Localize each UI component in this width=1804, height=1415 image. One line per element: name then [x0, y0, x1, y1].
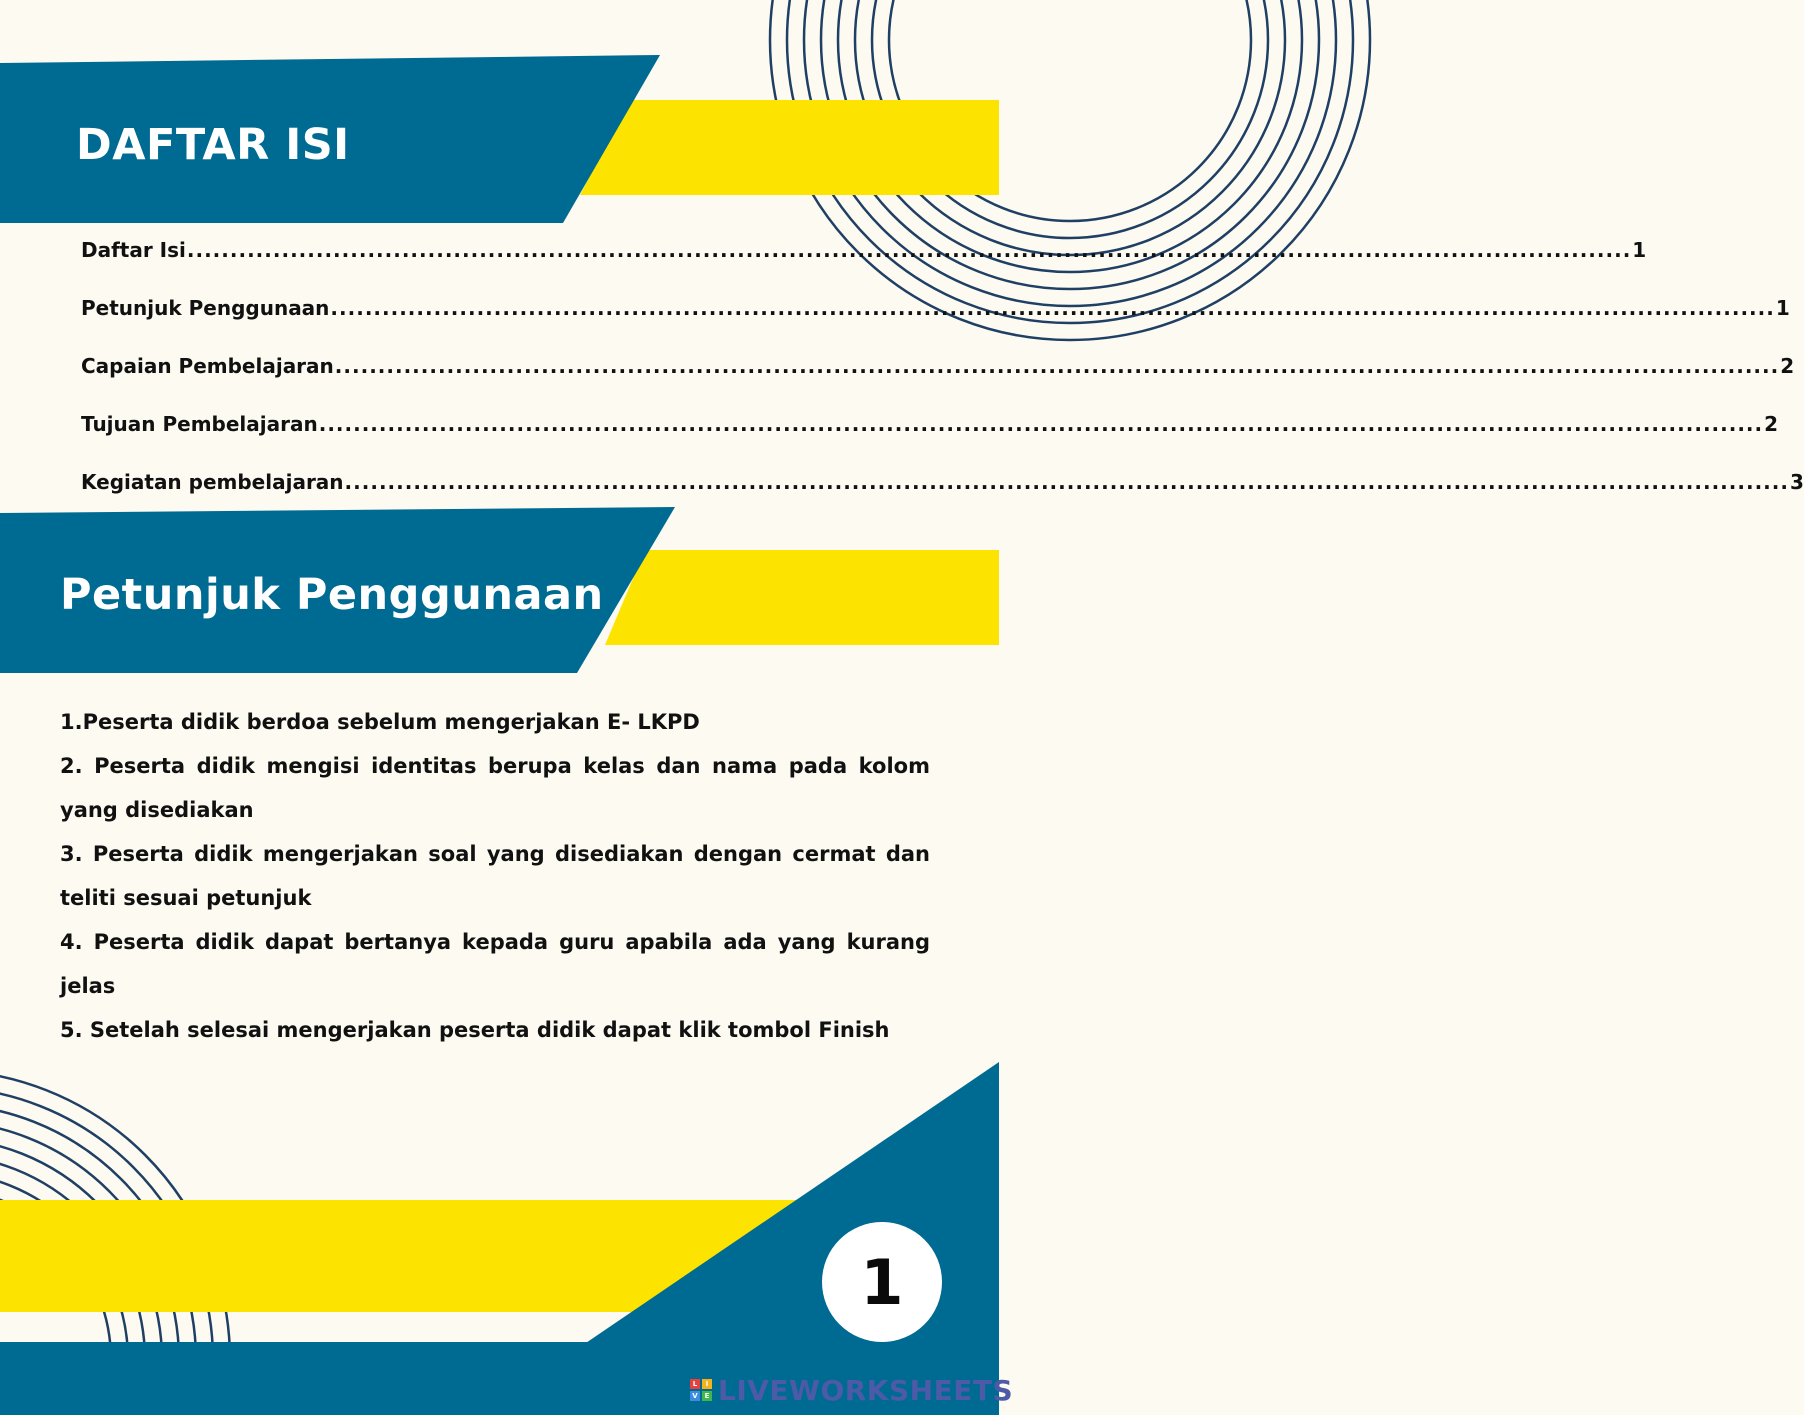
- toc-item-page: 2: [1764, 412, 1779, 436]
- toc-item-page: 1: [1632, 238, 1647, 262]
- toc-item[interactable]: [81, 354, 1795, 412]
- toc-list: [81, 238, 1804, 528]
- toc-item[interactable]: [81, 296, 1790, 354]
- toc-item-page: 1: [1775, 296, 1790, 320]
- logo-letter: L: [690, 1379, 700, 1389]
- toc-leader-dots: ........................................................................................................................................................................: [330, 296, 1775, 320]
- toc-item-page: 3: [1789, 470, 1804, 494]
- liveworksheets-logo-icon: [690, 1379, 712, 1401]
- toc-title: DAFTAR ISI: [76, 120, 350, 170]
- toc-item-label: Petunjuk Penggunaan: [81, 296, 330, 320]
- toc-item-label: Kegiatan pembelajaran: [81, 470, 344, 494]
- instruction-step: 2. Peserta didik mengisi identitas berupa kelas dan nama pada kolom yang disediakan: [60, 754, 930, 822]
- liveworksheets-watermark[interactable]: [690, 1375, 1013, 1405]
- toc-item[interactable]: [81, 412, 1779, 470]
- toc-item-label: Capaian Pembelajaran: [81, 354, 334, 378]
- instruction-step: 4. Peserta didik dapat bertanya kepada guru apabila ada yang kurang jelas: [60, 930, 930, 998]
- toc-item-label: Daftar Isi: [81, 238, 186, 262]
- toc-item[interactable]: [81, 238, 1647, 296]
- toc-leader-dots: ........................................................................................................................................................................: [344, 470, 1789, 494]
- toc-item-page: 2: [1780, 354, 1795, 378]
- instruction-step: 5. Setelah selesai mengerjakan peserta didik dapat klik tombol Finish: [60, 1018, 890, 1042]
- toc-item-label: Tujuan Pembelajaran: [81, 412, 318, 436]
- liveworksheets-text: LIVEWORKSHEETS: [718, 1373, 1014, 1407]
- instruction-step: 1.Peserta didik berdoa sebelum mengerjakan E- LKPD: [60, 710, 700, 734]
- header-yellow-band-2: [605, 550, 999, 645]
- logo-letter: E: [702, 1391, 712, 1401]
- page-number-badge: 1: [822, 1222, 942, 1342]
- toc-leader-dots: ........................................................................................................................................................................: [318, 412, 1764, 436]
- toc-leader-dots: ........................................................................................................................................................................: [186, 238, 1632, 262]
- logo-letter: V: [690, 1391, 700, 1401]
- logo-letter: I: [702, 1379, 712, 1389]
- toc-item[interactable]: [81, 470, 1804, 528]
- instructions-list: [60, 700, 930, 1052]
- instruction-step: 3. Peserta didik mengerjakan soal yang disediakan dengan cermat dan teliti sesuai petunjuk: [60, 842, 930, 910]
- instructions-title: Petunjuk Penggunaan: [60, 570, 604, 620]
- toc-leader-dots: ........................................................................................................................................................................: [334, 354, 1780, 378]
- header-yellow-band-1: [580, 100, 999, 195]
